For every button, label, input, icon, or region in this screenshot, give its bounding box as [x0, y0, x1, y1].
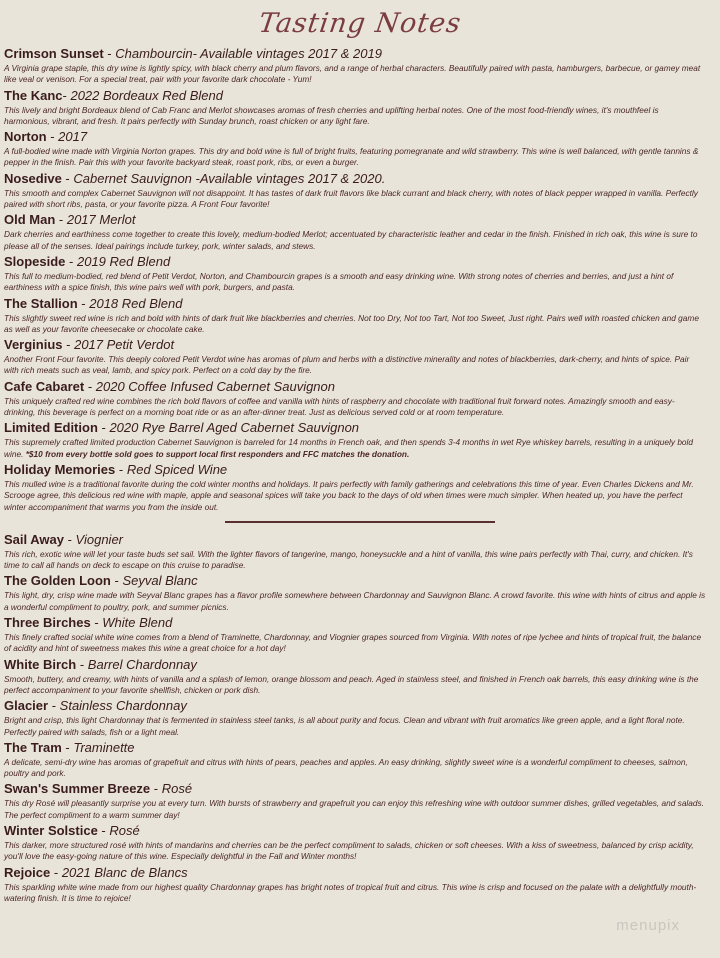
wine-variety: Red Spiced Wine: [126, 461, 228, 477]
wine-variety: Viognier: [75, 531, 124, 547]
wine-heading: [4, 573, 706, 589]
wine-separator: -: [62, 337, 75, 353]
wine-description-text: Dark cherries and earthiness come together to create this lovely, medium-bodied Merlot; accentuated by characteristic leather and cedar in the finish. Finished in rich oak, this wine is sure to please all of the senses. Ideal pairings include turkey, pork, winter salads, and stews.: [4, 229, 698, 251]
wine-heading: [4, 379, 706, 395]
wine-description: [4, 229, 706, 252]
watermark: menupix: [616, 917, 680, 934]
wine-description-text: This light, dry, crisp wine made with Seyval Blanc grapes has a flavor profile somewhere between Chardonnay and Sauvignon Blanc. A crowd favorite. this wine with hints of citrus and apple is a wonderful compliment to poultry, pork, and summer picnics.: [4, 590, 706, 612]
wine-heading: [4, 171, 706, 187]
wine-heading: [4, 823, 706, 839]
wine-name: Three Birches: [4, 615, 91, 631]
wine-description-text: Smooth, buttery, and creamy, with hints of vanilla and a splash of lemon, orange blossom and peach. Aged in stainless steel, and finished in French oak barrels, this easy drinking wine is the perfect accompaniment to your favorite shellfish, chicken or pork dish.: [4, 673, 699, 695]
wine-variety: Seyval Blanc: [122, 573, 198, 589]
wine-heading: [4, 740, 706, 756]
wine-name: The Kanc: [4, 87, 63, 103]
wine-description-text: This rich, exotic wine will let your taste buds set sail. With the lighter flavors of tangerine, mango, honeysuckle and a hint of vanilla, this wine pairs perfectly with Thai, curry, and chicken. It's time to call all hands on deck to escape on this cruise to paradise.: [4, 548, 693, 571]
wine-item: [4, 698, 706, 738]
wine-variety: Barrel Chardonnay: [87, 656, 197, 672]
wine-name: Norton: [4, 129, 47, 145]
wine-item: [4, 379, 706, 419]
wine-list-red: [0, 46, 720, 513]
wine-separator: -: [97, 420, 110, 436]
wine-item: [4, 254, 706, 294]
wine-description-text: Bright and crisp, this light Chardonnay that is fermented in stainless steel tanks, is all about purity and focus. Clean and vibrant with fruit aromatics like green apple, and a light floral note. Perfectly paired with salads, fish or a light meal.: [4, 715, 685, 737]
wine-variety: Rosé: [109, 822, 140, 838]
wine-name: The Tram: [4, 739, 62, 755]
page-title: Tasting Notes: [256, 8, 464, 39]
wine-heading: [4, 296, 706, 312]
wine-description: [4, 437, 706, 460]
wine-description: [4, 798, 706, 821]
wine-name: The Stallion: [4, 295, 78, 311]
wine-separator: -: [61, 739, 74, 755]
wine-separator: -: [103, 46, 116, 61]
wine-item: [4, 532, 706, 572]
wine-description: [4, 757, 706, 780]
wine-separator: -: [55, 212, 67, 228]
wine-separator: -: [65, 253, 77, 269]
wine-item: [4, 296, 706, 336]
wine-description: [4, 840, 706, 863]
wine-description: [4, 146, 706, 169]
wine-name: Cafe Cabaret: [4, 378, 85, 394]
wine-item: [4, 781, 706, 821]
wine-name: Limited Edition: [4, 420, 98, 436]
wine-item: [4, 171, 706, 211]
wine-item: [4, 46, 706, 86]
wine-heading: [4, 254, 706, 270]
wine-description-text: This dry Rosé will pleasantly surprise you at every turn. With bursts of strawberry and grapefruit you can enjoy this refreshing wine with outdoor summer dishes, grilled vegetables, and salads. The perfect compliment to a warm summer day!: [4, 798, 704, 820]
wine-separator: -: [150, 781, 162, 797]
wine-name: Slopeside: [4, 253, 66, 269]
wine-variety: 2021 Blanc de Blancs: [61, 864, 188, 880]
wine-description: [4, 188, 706, 211]
wine-heading: [4, 615, 706, 631]
wine-description-text: This smooth and complex Cabernet Sauvignon will not disappoint. It has tastes of dark fruit flavors like black currant and black cherry, with notes of black pepper wrapped in vanilla. Perfectly paired with short ribs, pasta, or your favorite pizza. A Front Four favorite!: [4, 187, 698, 210]
wine-variety: 2020 Rye Barrel Aged Cabernet Sauvignon: [109, 420, 360, 436]
wine-description-text: This supremely crafted limited production Cabernet Sauvignon is barreled for 14 months in French oak, and then spends 3-4 months in wet Rye whiskey barrels, resulting in a uniquely bold wine.: [4, 437, 694, 459]
wine-description: [4, 313, 706, 336]
wine-variety: 2017 Merlot: [66, 212, 136, 228]
wine-description: [4, 396, 706, 419]
wine-variety: Cabernet Sauvignon -Available vintages 2017 & 2020.: [73, 170, 386, 186]
wine-description: [4, 674, 706, 697]
wine-item: [4, 573, 706, 613]
wine-heading: [4, 420, 706, 436]
wine-heading: [4, 865, 706, 881]
wine-description-text: This full to medium-bodied, red blend of Petit Verdot, Norton, and Chambourcin grapes is a smooth and easy drinking wine. With strong notes of cherries and berries, and just a hint of earthiness with a spice finish, this wine pairs well with pork, burgers, and pasta.: [4, 270, 674, 293]
wine-variety: Stainless Chardonnay: [59, 698, 187, 714]
wine-name: The Golden Loon: [4, 573, 111, 589]
wine-description-text: A delicate, semi-dry wine has aromas of grapefruit and citrus with hints of pears, peaches and apples. An easy drinking, slightly sweet wine is a wonderful compliment to cheeses, salmon, poultry and pork.: [4, 756, 688, 779]
wine-heading: [4, 129, 706, 145]
wine-separator: -: [90, 615, 103, 631]
wine-description: [4, 715, 706, 738]
wine-name: Crimson Sunset: [4, 46, 104, 61]
wine-separator: -: [97, 822, 110, 838]
wine-variety: 2018 Red Blend: [89, 295, 183, 311]
wine-heading: [4, 462, 706, 478]
wine-name: Winter Solstice: [4, 822, 98, 838]
wine-separator: -: [48, 698, 60, 714]
wine-description: [4, 882, 706, 905]
wine-separator: -: [76, 656, 88, 672]
wine-description-text: A Virginia grape staple, this dry wine is lightly spicy, with black cherry and plum flavors, and a range of herbal characters. Beautifully paired with pasta, hamburgers, barbecue, or gamey meat like veal or venison. For a special treat, pair with your favorite dark chocolate - Yum!: [4, 63, 701, 85]
wine-separator: -: [50, 864, 62, 880]
wine-separator: -: [62, 87, 71, 103]
wine-description-text: This mulled wine is a traditional favorite during the cold winter months and holidays. It pairs perfectly with family gatherings and celebrations this time of year. Even Charles Dickens and Mr. Scrooge agree, this delicious red wine with maple, apple and seasonal spices will take you back to the days of old when times were much simpler. When heated up, you have the perfect winter accompaniment that warms you from the inside out.: [4, 478, 694, 512]
wine-description: [4, 354, 706, 377]
wine-heading: [4, 698, 706, 714]
wine-item: [4, 657, 706, 697]
wine-description: [4, 479, 706, 513]
wine-variety: Chambourcin- Available vintages 2017 & 2019: [115, 46, 382, 61]
wine-description-text: Another Front Four favorite. This deeply colored Petit Verdot wine has aromas of plum and herbs with a distinctive minerality and notes of blackberries, dark-cherry, and hints of spice. Pair with rich meats such as veal, lamb, and spicy pork. Perfect on a cold day by the fire.: [4, 354, 690, 376]
wine-heading: [4, 212, 706, 228]
wine-heading: [4, 337, 706, 353]
wine-description-text: This uniquely crafted red wine combines the rich bold flavors of coffee and vanilla with hints of raspberry and chocolate with traditional fruit forward notes. Amazingly smooth and easy-drinking, this beverage is perfect on a morning boat ride or as an after-dinner treat. Just as delicious served cold or at room temperature.: [4, 395, 675, 418]
wine-item: [4, 88, 706, 128]
wine-variety: 2017: [58, 129, 88, 145]
wine-description-note: *$10 from every bottle sold goes to support local first responders and FFC matches the donation.: [25, 448, 410, 459]
wine-description: [4, 63, 706, 86]
section-divider: [225, 521, 495, 523]
wine-description-text: A full-bodied wine made with Virginia Norton grapes. This dry and bold wine is full of bright fruits, featuring pomegranate and wild strawberry. This wine is well balanced, with gentle tannins & pepper in the finish. Pair this with your favorite backyard steak, roast pork, ribs, or even a burger.: [4, 146, 699, 168]
wine-variety: 2019 Red Blend: [76, 253, 171, 269]
wine-name: Glacier: [4, 698, 49, 714]
wine-separator: -: [84, 378, 96, 394]
wine-separator: -: [110, 573, 123, 589]
wine-variety: 2022 Bordeaux Red Blend: [70, 87, 223, 103]
wine-description-text: This lively and bright Bordeaux blend of Cab Franc and Merlot showcases aromas of fresh cherries and uplifting herbal notes. One of the most food-friendly wines, it's mouthfeel is harmonious, vibrant, and fresh. It pairs perfectly with Sunday brunch, roast chicken or any light fare.: [4, 104, 659, 126]
wine-variety: White Blend: [102, 615, 173, 631]
wine-item: [4, 129, 706, 169]
wine-heading: [4, 46, 706, 62]
wine-name: Verginius: [4, 337, 63, 353]
wine-item: [4, 615, 706, 655]
wine-description-text: This slightly sweet red wine is rich and bold with hints of dark fruit like blackberries and cherries. Not too Dry, Not too Tart, Not too Sweet, Just right. Pairs well with roasted chicken and game as well as your favorite cheesecake or chocolate cake.: [4, 312, 699, 334]
wine-heading: [4, 88, 706, 104]
wine-name: Sail Away: [4, 531, 64, 547]
wine-separator: -: [61, 170, 74, 186]
wine-heading: [4, 657, 706, 673]
wine-description-text: This finely crafted social white wine comes from a blend of Traminette, Chardonnay, and Viognier grapes sourced from Virginia. With notes of ripe lychee and hints of tropical fruit, the balance of acidity and hint of sweetness makes this wine a great choice for a hot day!: [4, 632, 702, 654]
wine-item: [4, 740, 706, 780]
wine-variety: Rosé: [161, 781, 193, 797]
wine-description-text: This sparkling white wine made from our highest quality Chardonnay grapes has bright notes of tropical fruit and citrus. This wine is crisp and focused on the palate with a delightfully mouth-watering finish. It is time to rejoice!: [4, 881, 697, 903]
wine-list-white: [0, 532, 720, 904]
wine-variety: Traminette: [73, 739, 135, 755]
wine-heading: [4, 532, 706, 548]
wine-separator: -: [63, 531, 76, 547]
wine-name: Old Man: [4, 212, 56, 228]
wine-separator: -: [77, 295, 90, 311]
wine-heading: [4, 781, 706, 797]
wine-separator: -: [46, 129, 59, 145]
wine-item: [4, 823, 706, 863]
wine-description-text: This darker, more structured rosé with hints of mandarins and cherries can be the perfect compliment to salads, chicken or soft cheeses. With a kiss of sweetness, balanced by crisp acidity, you'll love the easy-going nature of this wine. Especially delightful in the Fall and Winter months!: [4, 839, 694, 862]
wine-name: White Birch: [4, 656, 77, 672]
wine-variety: 2017 Petit Verdot: [74, 337, 175, 353]
wine-name: Rejoice: [4, 864, 51, 880]
wine-item: [4, 865, 706, 905]
wine-description: [4, 590, 706, 613]
wine-name: Nosedive: [4, 170, 62, 186]
wine-item: [4, 420, 706, 460]
wine-item: [4, 212, 706, 252]
wine-description: [4, 271, 706, 294]
wine-separator: -: [115, 461, 127, 477]
wine-item: [4, 337, 706, 377]
wine-name: Swan's Summer Breeze: [4, 781, 151, 797]
wine-item: [4, 462, 706, 513]
wine-variety: 2020 Coffee Infused Cabernet Sauvignon: [95, 378, 335, 394]
wine-description: [4, 549, 706, 572]
wine-description: [4, 105, 706, 128]
wine-name: Holiday Memories: [4, 461, 116, 477]
wine-description: [4, 632, 706, 655]
